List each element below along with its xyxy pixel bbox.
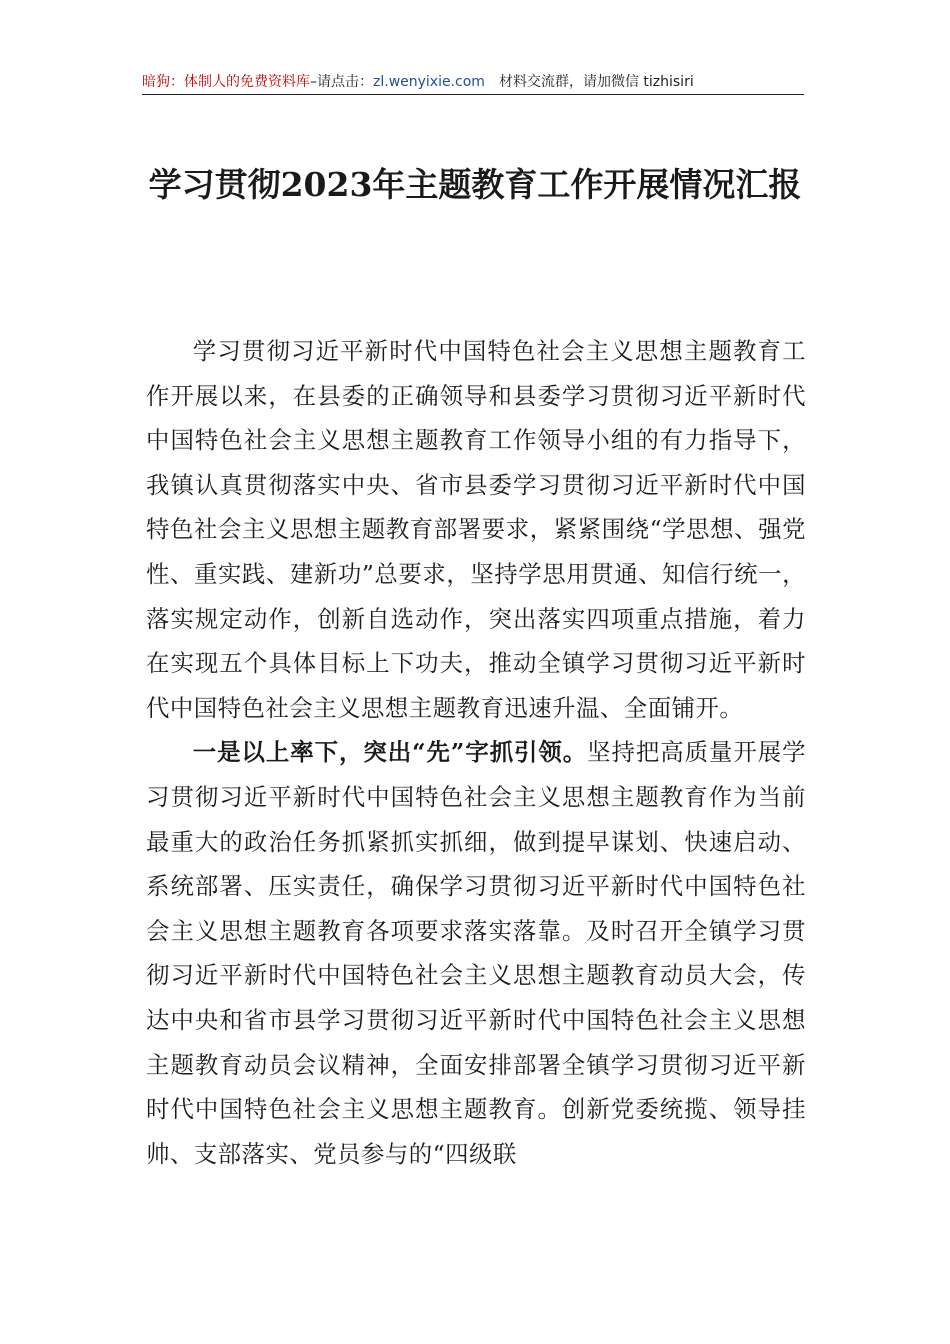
header-prompt: –请点击： (310, 74, 373, 90)
document-body (146, 329, 806, 1176)
paragraph-text: 学习贯彻习近平新时代中国特色社会主义思想主题教育工作开展以来，在县委的正确领导和县委学习贯彻习近平新时代中国特色社会主义思想主题教育工作领导小组的有力指导下，我镇认真贯彻落实中央、省市县委学习贯彻习近平新时代中国特色社会主义思想主题教育部署要求，紧紧围绕“学思想、强党性、重实践、建新功”总要求，坚持学思用贯通、知信行统一，落实规定动作，创新自选动作，突出落实四项重点措施，着力在实现五个具体目标上下功夫，推动全镇学习贯彻习近平新时代中国特色社会主义思想主题教育迅速升温、全面铺开。 (146, 337, 806, 722)
paragraph-intro (146, 329, 806, 730)
paragraph-text: 坚持把高质量开展学习贯彻习近平新时代中国特色社会主义思想主题教育作为当前最重大的政治任务抓紧抓实抓细，做到提早谋划、快速启动、系统部署、压实责任，确保学习贯彻习近平新时代中国特色社会主义思想主题教育各项要求落实落靠。及时召开全镇学习贯彻习近平新时代中国特色社会主义思想主题教育动员大会，传达中央和省市县学习贯彻习近平新时代中国特色社会主义思想主题教育动员会议精神，全面安排部署全镇学习贯彻习近平新时代中国特色社会主义思想主题教育。创新党委统揽、领导挂帅、支部落实、党员参与的“四级联 (146, 738, 806, 1168)
paragraph-point-1 (146, 730, 806, 1176)
paragraph-heading: 一是以上率下，突出“先”字抓引领。 (192, 738, 588, 767)
header-contact: 材料交流群，请加微信 tizhisiri (498, 74, 694, 90)
header-link[interactable]: zl.wenyixie.com (373, 74, 485, 90)
document-title: 学习贯彻2023年主题教育工作开展情况汇报 (148, 165, 802, 204)
page-header (142, 70, 804, 95)
header-brand[interactable]: 暗狗：体制人的免费资料库 (142, 74, 310, 90)
